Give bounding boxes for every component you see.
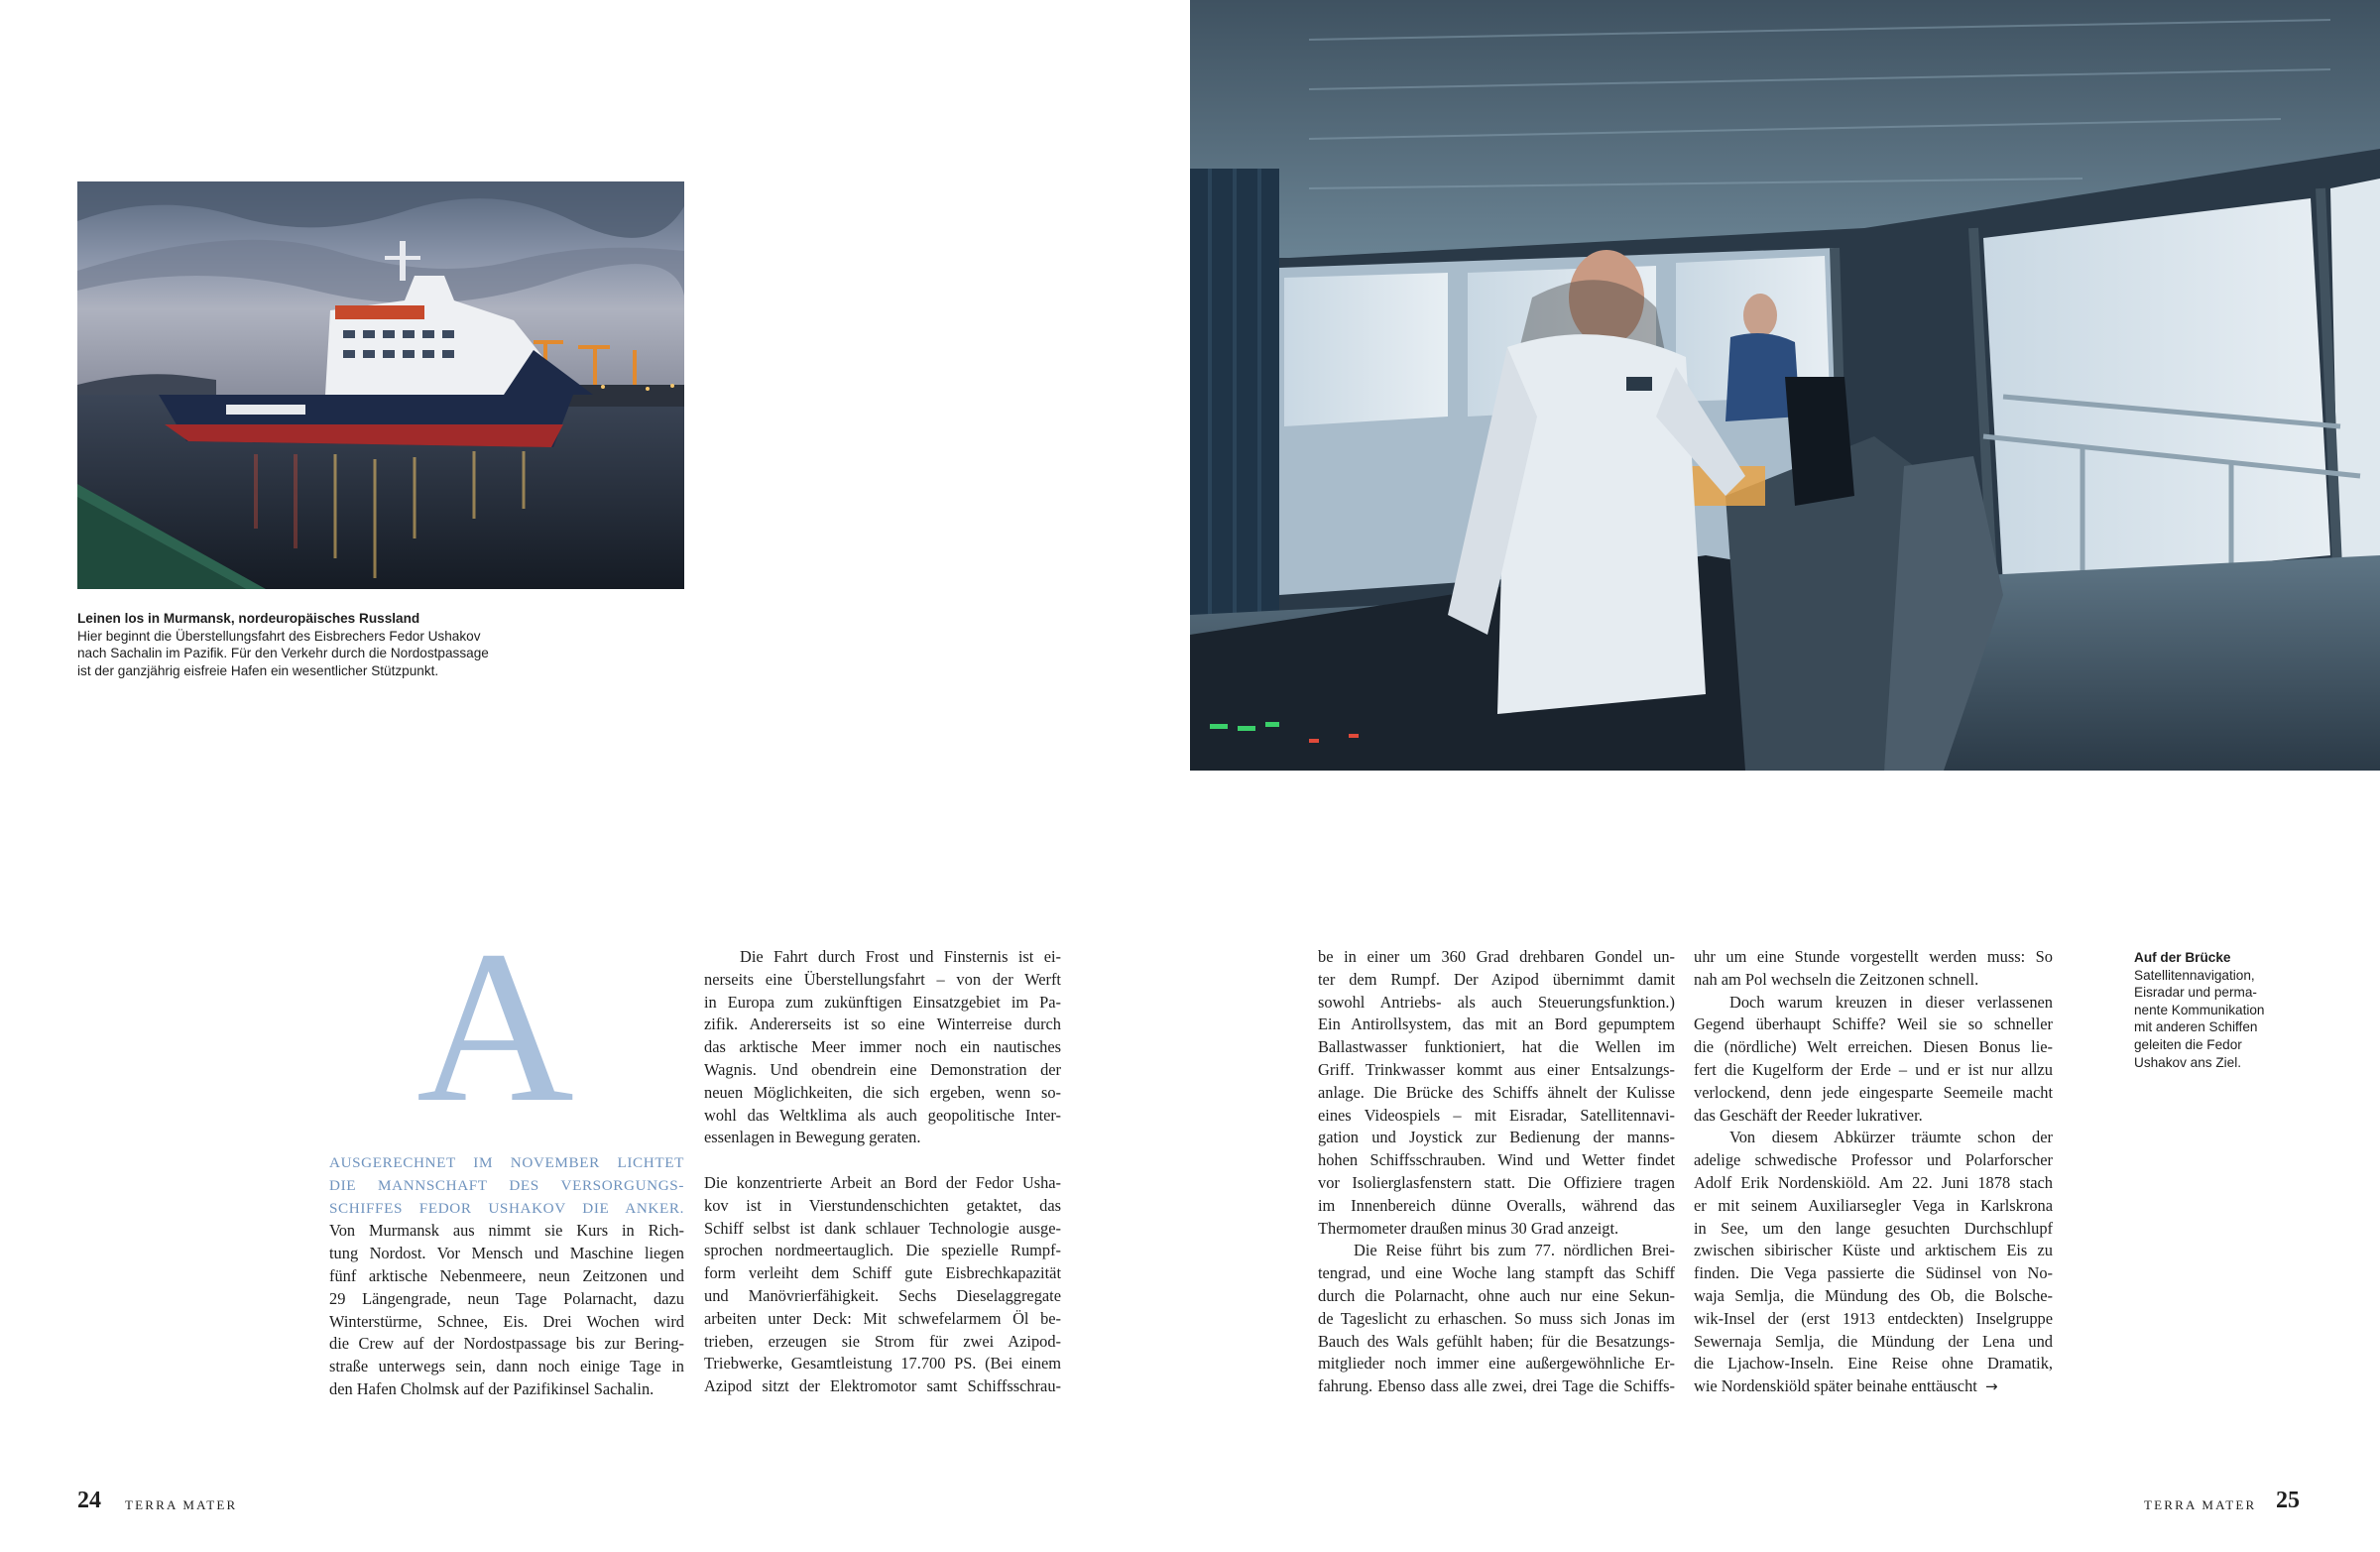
- ship-photo-caption: [77, 610, 633, 679]
- continue-arrow-icon: →: [1985, 1377, 1998, 1396]
- magazine-name-right: TERRA MATER: [2144, 1497, 2257, 1512]
- body-line: fünf arktische Nebenmeere, neun Zeitzonen und: [329, 1265, 684, 1285]
- body-line: ter dem Rumpf. Der Azipod übernimmt damit: [1318, 969, 1675, 989]
- hull-logo-mark: [226, 405, 305, 415]
- ship-illustration: [77, 181, 684, 589]
- body-line-with-arrow: [1694, 1375, 2053, 1398]
- magazine-name-left: TERRA MATER: [125, 1497, 238, 1512]
- body-line: Griff. Trinkwasser kommt aus einer Entsalzungs-: [1318, 1059, 1675, 1079]
- page-number-right: 25: [2276, 1488, 2300, 1513]
- body-line: Schiff selbst ist dank schlauer Technologie ausge-: [704, 1218, 1061, 1238]
- caption-line: Eisradar und perma-: [2134, 985, 2257, 1001]
- body-line: hohen Schiffsschrauben. Wind und Wetter findet: [1318, 1150, 1675, 1170]
- caption-line: Ushakov ans Ziel.: [2134, 1054, 2242, 1070]
- body-line: fahrung. Ebenso dass alle zwei, drei Tage die Schiffs-: [1318, 1376, 1675, 1396]
- body-line: Thermometer draußen minus 30 Grad anzeigt.: [1318, 1218, 1619, 1238]
- text-column-3: [1318, 946, 1675, 1398]
- bridge-illustration: [1190, 0, 2380, 771]
- body-line: Sewernaja Semlja, die Mündung der Lena und: [1694, 1331, 2053, 1351]
- body-line: das Geschäft der Reeder lukrativer.: [1694, 1105, 1923, 1125]
- body-line: Ein Antirollsystem, das mit an Bord gepumptem: [1318, 1015, 1675, 1034]
- body-line: anlage. Die Brücke des Schiffs ähnelt der Kulisse: [1318, 1082, 1675, 1102]
- body-line: Von diesem Abkürzer träumte schon der: [1729, 1128, 2053, 1147]
- body-line: verlockend, denn jede eingesparte Seemeile macht: [1694, 1082, 2053, 1102]
- text-column-1: [329, 1152, 684, 1401]
- body-line: sowohl Antriebs- als auch Steuerungsfunktion.): [1318, 992, 1675, 1012]
- body-line: uhr um eine Stunde vorgestellt werden muss: So: [1694, 947, 2053, 966]
- drop-cap: A: [416, 905, 574, 1147]
- body-line: sprochen nordmeertauglich. Die spezielle Rumpf-: [704, 1241, 1061, 1260]
- body-line: form verleiht dem Schiff gute Eisbrechkapazität: [704, 1263, 1061, 1283]
- lead-line: AUSGERECHNET IM NOVEMBER LICHTET: [329, 1154, 684, 1171]
- caption-line: nente Kommunikation: [2134, 1002, 2265, 1017]
- caption-title: Leinen los in Murmansk, nordeuropäisches Russland: [77, 611, 420, 626]
- body-line: wohl das Weltklima als auch geopolitische Inter-: [704, 1105, 1061, 1125]
- body-line: Gegend überhaupt Schiffe? Weil sie so schneller: [1694, 1015, 2053, 1034]
- body-line: arbeiten unter Deck: Mit schwefelarmem Öl be-: [704, 1308, 1061, 1328]
- body-line: im Innenbereich dünne Overalls, während das: [1318, 1195, 1675, 1215]
- body-line: kov ist in Vierstundenschichten getaktet, das: [704, 1195, 1061, 1215]
- body-line: das arktische Meer immer noch ein nautisches: [704, 1037, 1061, 1057]
- body-line: den Hafen Cholmsk auf der Pazifikinsel Sachalin.: [329, 1378, 654, 1398]
- body-line: in Europa zum zukünftigen Einsatzgebiet im Pa-: [704, 992, 1061, 1012]
- caption-line: nach Sachalin im Pazifik. Für den Verkehr durch die Nordostpassage: [77, 646, 489, 660]
- bridge-photo: [1190, 0, 2380, 771]
- body-line: nerseits eine Überstellungsfahrt – von der Werft: [704, 969, 1061, 989]
- body-line: waja Semlja, die Mündung des Ob, die Bolsche-: [1694, 1285, 2053, 1305]
- body-line: gation und Joystick zur Bedienung der manns-: [1318, 1128, 1675, 1147]
- body-line: trieben, erzeugen sie Strom für zwei Azipod-: [704, 1331, 1061, 1351]
- body-line: wik-Insel der (erst 1913 entdeckten) Inselgruppe: [1694, 1308, 2053, 1328]
- body-line: zifik. Andererseits ist so eine Winterreise durch: [704, 1015, 1061, 1034]
- body-line: Azipod sitzt der Elektromotor samt Schiffsschrau-: [704, 1376, 1061, 1396]
- bridge-photo-caption: [2134, 949, 2332, 1071]
- body-line: durch die Polarnacht, ohne auch nur eine Sekun-: [1318, 1285, 1675, 1305]
- body-line: Bauch des Wals gefühlt haben; für die Besatzungs-: [1318, 1331, 1675, 1351]
- body-line: adelige schwedische Professor und Polarforscher: [1694, 1150, 2053, 1170]
- paragraph-gap: [704, 1149, 1061, 1172]
- caption-line: Hier beginnt die Überstellungsfahrt des Eisbrechers Fedor Ushakov: [77, 628, 481, 644]
- caption-title: Auf der Brücke: [2134, 950, 2231, 965]
- body-line: fert die Kugelform der Erde – und er ist nur allzu: [1694, 1059, 2053, 1079]
- body-line: Wagnis. Und obendrein eine Demonstration der: [704, 1059, 1061, 1079]
- body-line: Die Fahrt durch Frost und Finsternis ist ei-: [740, 947, 1061, 966]
- caption-line: mit anderen Schiffen: [2134, 1019, 2258, 1035]
- body-line: nah am Pol wechseln die Zeitzonen schnell.: [1694, 969, 1979, 989]
- body-line: tung Nordost. Vor Mensch und Maschine liegen: [329, 1244, 684, 1263]
- body-line: de Tageslicht zu erhaschen. So muss sich Jonas im: [1318, 1308, 1675, 1328]
- body-line: und Manövrierfähigkeit. Sechs Dieselaggregate: [704, 1285, 1061, 1305]
- body-line: be in einer um 360 Grad drehbaren Gondel un-: [1318, 947, 1675, 966]
- body-line: die Crew auf der Nordostpassage bis zur Bering-: [329, 1334, 684, 1354]
- body-line: straße unterwegs sein, dann noch einige Tage in: [329, 1357, 684, 1376]
- body-line: vor Isolierglasfenstern statt. Die Offiziere tragen: [1318, 1172, 1675, 1192]
- text-column-2: [704, 946, 1061, 1398]
- body-line: Von Murmansk aus nimmt sie Kurs in Rich-: [329, 1221, 684, 1241]
- body-line: die Ljachow-Inseln. Eine Reise ohne Dramatik,: [1694, 1354, 2053, 1373]
- body-line: Doch warum kreuzen in dieser verlassenen: [1729, 992, 2053, 1012]
- body-line: er mit seinem Auxiliarsegler Vega in Karlskrona: [1694, 1195, 2053, 1215]
- body-line: Adolf Erik Nordenskiöld. Am 22. Juni 1878 stach: [1694, 1172, 2053, 1192]
- lead-line: DIE MANNSCHAFT DES VERSORGUNGS-: [329, 1176, 684, 1194]
- text-column-4: [1694, 946, 2053, 1398]
- lead-line: SCHIFFES FEDOR USHAKOV DIE ANKER.: [329, 1199, 684, 1217]
- body-line-text: wie Nordenskiöld später beinahe enttäuscht: [1694, 1376, 1977, 1396]
- body-line: Die konzentrierte Arbeit an Bord der Fedor Usha-: [704, 1172, 1061, 1192]
- body-line: 29 Längengrade, neun Tage Polarnacht, dazu: [329, 1288, 684, 1308]
- body-line: Ballastwasser funktioniert, hat die Wellen im: [1318, 1037, 1675, 1057]
- caption-line: ist der ganzjährig eisfreie Hafen ein wesentlicher Stützpunkt.: [77, 662, 439, 678]
- caption-line: geleiten die Fedor: [2134, 1036, 2242, 1052]
- page-number-left: 24: [77, 1488, 101, 1513]
- ship-harbour-photo: [77, 181, 684, 589]
- caption-line: Satellitennavigation,: [2134, 967, 2255, 983]
- body-line: mitglieder noch immer eine außergewöhnliche Er-: [1318, 1354, 1675, 1373]
- body-line: finden. Die Vega passierte die Südinsel von No-: [1694, 1263, 2053, 1283]
- body-line: die (nördliche) Welt erreichen. Diesen Bonus lie-: [1694, 1037, 2053, 1057]
- body-line: in See, um den lange gesuchten Durchschlupf: [1694, 1218, 2053, 1238]
- body-line: neuen Möglichkeiten, die sich ergeben, wenn so-: [704, 1082, 1061, 1102]
- body-line: tengrad, und eine Woche lang stampft das Schiff: [1318, 1263, 1675, 1283]
- body-line: Winterstürme, Schnee, Eis. Drei Wochen wird: [329, 1311, 684, 1331]
- body-line: zwischen sibirischer Küste und arktischem Eis zu: [1694, 1241, 2053, 1260]
- body-line: Triebwerke, Gesamtleistung 17.700 PS. (Bei einem: [704, 1354, 1061, 1373]
- body-line: Die Reise führt bis zum 77. nördlichen Brei-: [1354, 1241, 1675, 1260]
- body-line: essenlagen in Bewegung geraten.: [704, 1128, 921, 1147]
- body-line: eines Videospiels – mit Eisradar, Satellitennavi-: [1318, 1105, 1675, 1125]
